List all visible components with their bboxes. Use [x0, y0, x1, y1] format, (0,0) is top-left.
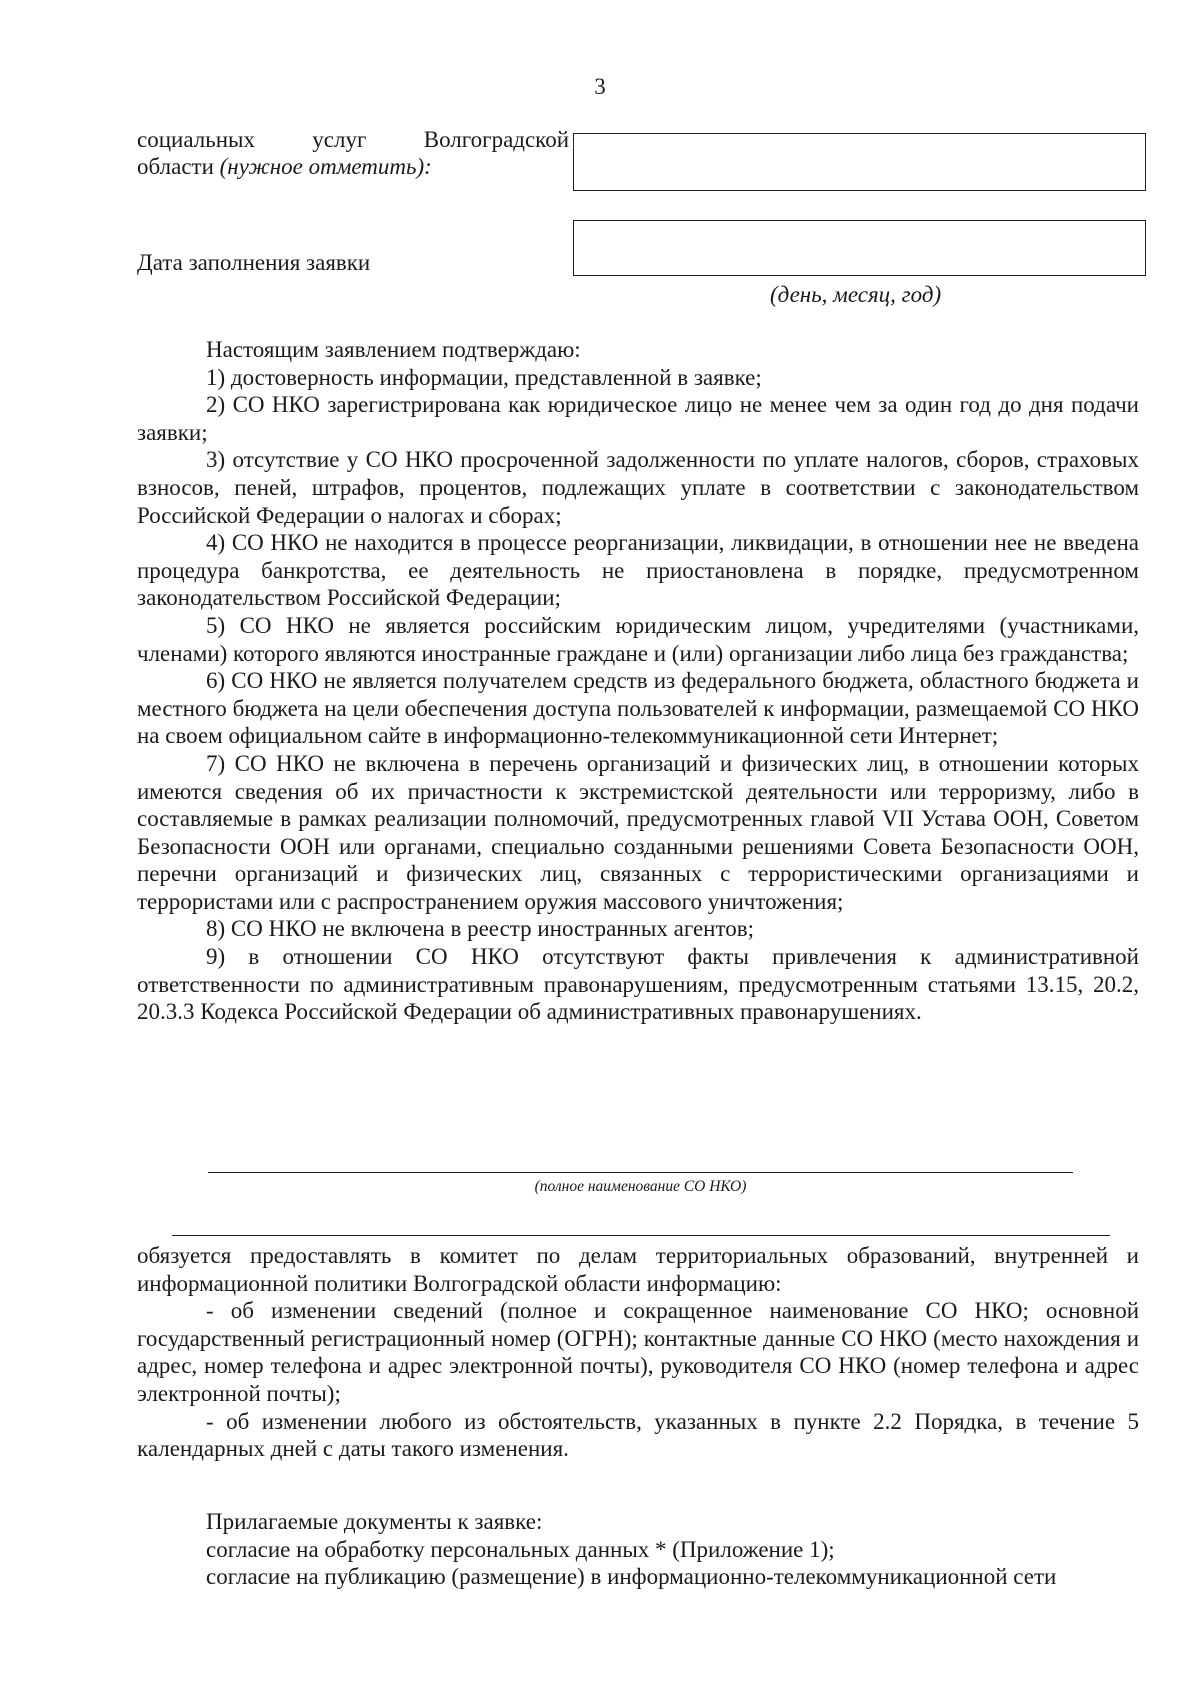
confirmation-item-8: 8) СО НКО не включена в реестр иностранных агентов;	[206, 916, 754, 942]
confirmation-item-6: 6) СО НКО не является получателем средств из федерального бюджета, областного бюджета и местного бюджета на цели обеспечения доступа пользователей к информации, размещаемой СО НКО на своем официальном сайте в информационно-телекоммуникационной сети Интернет;	[137, 668, 1139, 749]
org-name-line[interactable]	[208, 1172, 1073, 1173]
obligation-intro: обязуется предоставлять в комитет по делам территориальных образований, внутренней и информационной политики Волгоградской области информацию:	[137, 1243, 1139, 1296]
confirmation-intro: Настоящим заявлением подтверждаю:	[206, 337, 581, 362]
attachments-title: Прилагаемые документы к заявке:	[206, 1509, 543, 1534]
services-label-italic: (нужное отметить):	[219, 154, 432, 179]
date-field[interactable]	[573, 220, 1146, 276]
org-name-line-2[interactable]	[172, 1235, 1110, 1236]
obligation-section	[137, 1242, 1139, 1463]
attachments-section	[206, 1508, 1139, 1591]
date-label: Дата заполнения заявки	[137, 250, 371, 275]
org-name-caption: (полное наименование СО НКО)	[534, 1178, 747, 1195]
services-label-line-2: области	[137, 154, 220, 179]
services-label-line-1: социальных услуг Волгоградской	[137, 127, 569, 152]
services-choice-field[interactable]	[573, 133, 1146, 191]
confirmation-item-9: 9) в отношении СО НКО отсутствуют факты привлечения к административной ответственности по административным правонарушениям, предусмотренным статьями 13.15, 20.2, 20.3.3 Кодекса Российской Федерации об административных правонарушениях.	[137, 944, 1139, 1025]
confirmation-item-4: 4) СО НКО не находится в процессе реорганизации, ликвидации, в отношении нее не введена процедура банкротства, ее деятельность не приостановлена в порядке, предусмотренном законодательством Российской Федерации;	[137, 530, 1139, 611]
confirmation-section	[137, 336, 1139, 1026]
confirmation-item-2: 2) СО НКО зарегистрирована как юридическое лицо не менее чем за один год до дня подачи заявки;	[137, 392, 1139, 445]
attachment-item-2: согласие на публикацию (размещение) в информационно-телекоммуникационной сети	[206, 1564, 1057, 1590]
confirmation-item-5: 5) СО НКО не является российским юридическим лицом, учредителями (участниками, членами) которого являются иностранные граждане и (или) организации либо лица без гражданства;	[137, 612, 1139, 666]
confirmation-item-1: 1) достоверность информации, представленной в заявке;	[206, 364, 762, 390]
confirmation-item-3: 3) отсутствие у СО НКО просроченной задолженности по уплате налогов, сборов, страховых взносов, пеней, штрафов, процентов, подлежащих уплате в соответствии с законодательством Российской Федерации о налогах и сборах;	[137, 447, 1139, 528]
page-number: 3	[594, 74, 606, 99]
confirmation-item-7: 7) СО НКО не включена в перечень организаций и физических лиц, в отношении которых имеются сведения об их причастности к экстремистской деятельности или терроризму, либо в составляемые в рамках реализации полномочий, предусмотренных главой VII Устава ООН, Советом Безопасности ООН или органами, специально созданными решениями Совета Безопасности ООН, перечни организаций и физических лиц, связанных с террористическими организациями и террористами или с распространением оружия массового уничтожения;	[137, 750, 1139, 914]
date-hint: (день, месяц, год)	[770, 282, 942, 307]
obligation-item-1: - об изменении сведений (полное и сокращенное наименование СО НКО; основной государственный регистрационный номер (ОГРН); контактные данные СО НКО (место нахождения и адрес, номер телефона и адрес электронной почты), руководителя СО НКО (номер телефона и адрес электронной почты);	[137, 1298, 1139, 1406]
services-label	[137, 126, 569, 180]
attachment-item-1: согласие на обработку персональных данных * (Приложение 1);	[206, 1536, 835, 1562]
obligation-item-2: - об изменении любого из обстоятельств, указанных в пункте 2.2 Порядка, в течение 5 календарных дней с даты такого изменения.	[137, 1408, 1139, 1462]
